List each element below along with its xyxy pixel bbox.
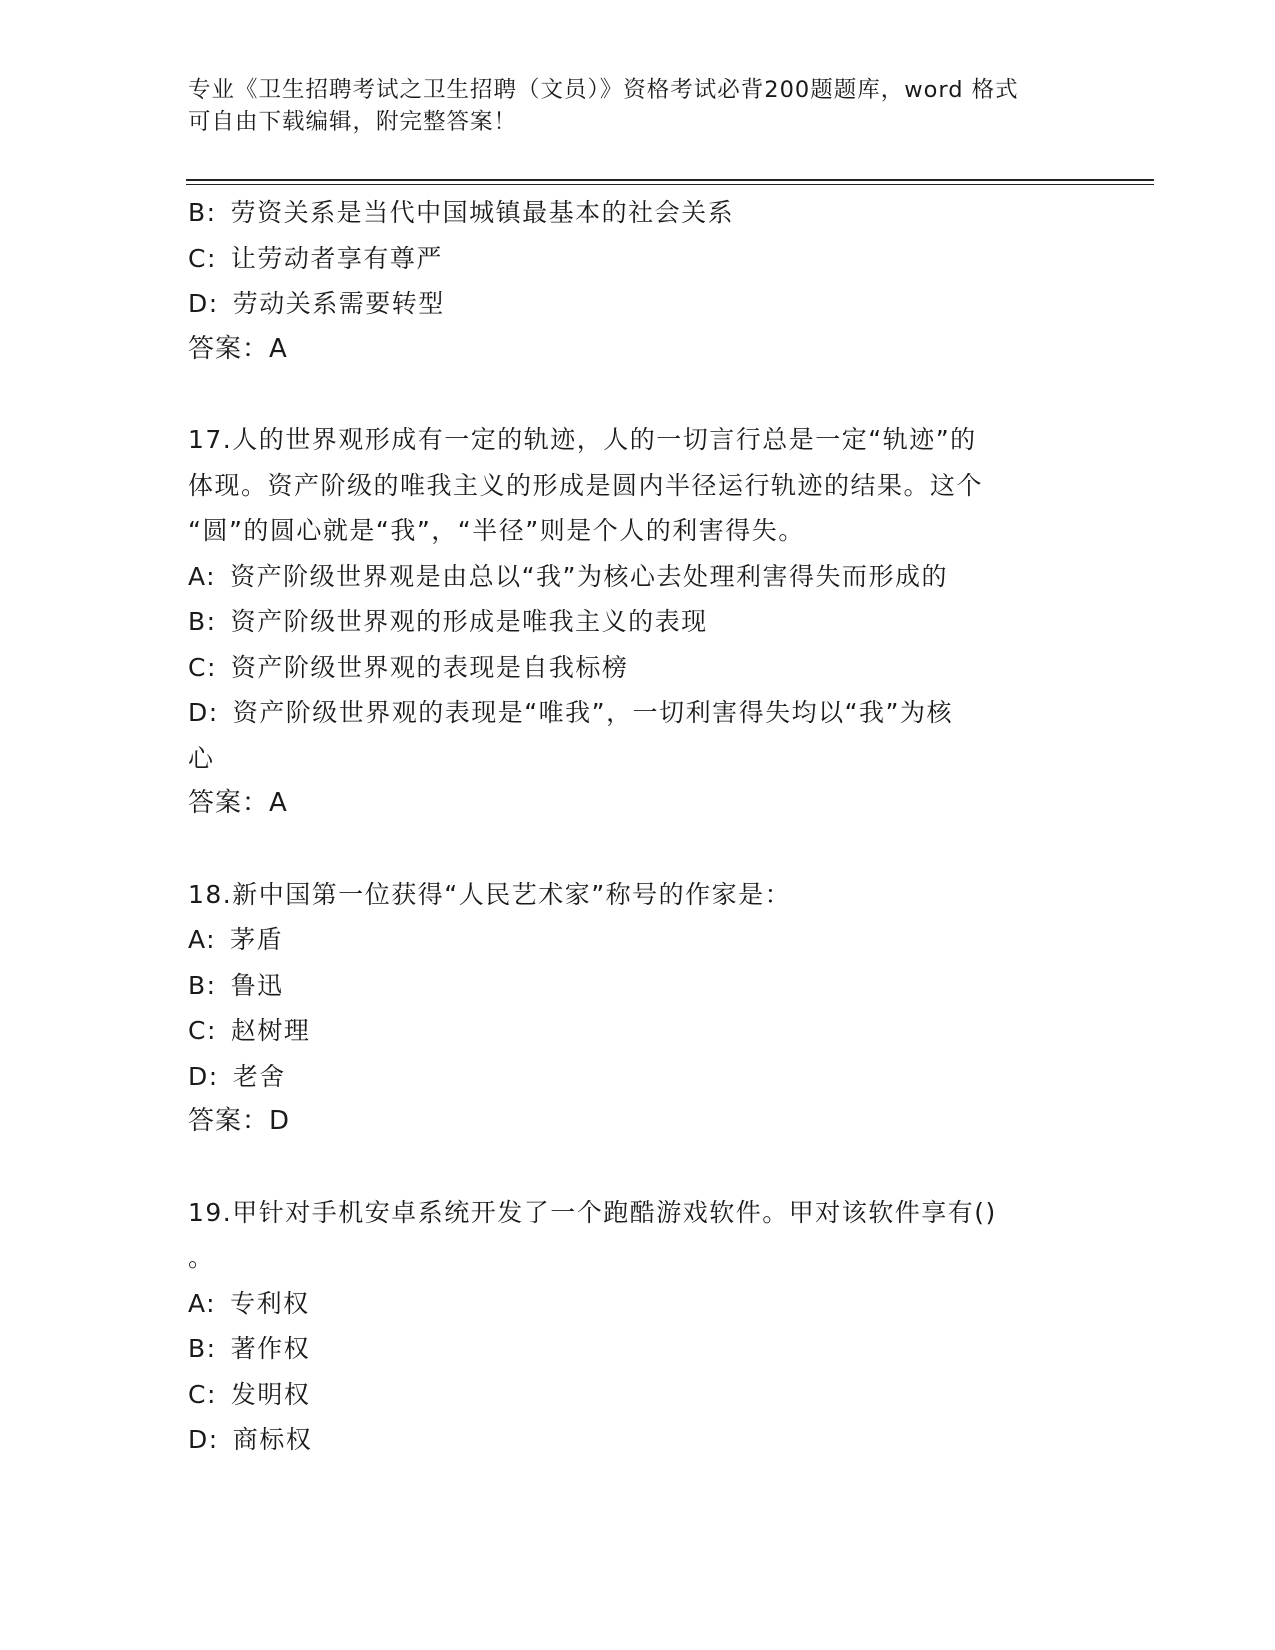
- option-text: 资产阶级世界观的表现是“唯我”，一切利害得失均以“我”为核: [232, 698, 954, 727]
- option-line: [188, 1326, 1078, 1372]
- question-stem-line: “圆”的圆心就是“我”，“半径”则是个人的利害得失。: [188, 516, 805, 545]
- question-stem-line: 体现。资产阶级的唯我主义的形成是圆内半径运行轨迹的结果。这个: [188, 470, 984, 500]
- question-17: [188, 417, 1078, 827]
- question-stem-line: 17.人的世界观形成有一定的轨迹，人的一切言行总是一定“轨迹”的: [188, 425, 977, 454]
- option-line: [188, 1054, 1078, 1100]
- question-19: [188, 1190, 1078, 1463]
- option-letter: B: [188, 1334, 207, 1363]
- option-colon: :: [208, 1061, 219, 1091]
- option-text: 劳动关系需要转型: [232, 289, 445, 318]
- header-rule-thick: [186, 179, 1154, 181]
- option-continuation: 心: [188, 743, 215, 773]
- option-text: 老舍: [232, 1061, 286, 1091]
- option-line: [188, 1372, 1078, 1418]
- option-colon: :: [206, 561, 217, 591]
- header-line-2: 可自由下载编辑，附完整答案！: [188, 109, 518, 135]
- option-line: [188, 1008, 1078, 1054]
- option-colon: :: [206, 1334, 217, 1363]
- option-text: 资产阶级世界观的形成是唯我主义的表现: [230, 607, 708, 636]
- option-text: 劳资关系是当代中国城镇最基本的社会关系: [230, 198, 735, 227]
- option-line: [188, 554, 1078, 600]
- option-letter: C: [188, 1379, 207, 1409]
- question-stem-line: 。: [188, 1243, 215, 1272]
- option-line: [188, 963, 1078, 1009]
- answer-line: 答案：A: [188, 788, 288, 818]
- option-text: 著作权: [230, 1334, 311, 1363]
- option-letter: A: [188, 561, 207, 591]
- answer-line: 答案：D: [188, 1106, 291, 1136]
- document-body: [188, 190, 1078, 1463]
- option-colon: :: [206, 1288, 217, 1318]
- option-letter: B: [188, 970, 207, 1000]
- option-colon: :: [208, 289, 219, 318]
- option-text: 专利权: [230, 1288, 310, 1318]
- answer-line: 答案：A: [188, 333, 288, 364]
- option-letter: B: [188, 607, 207, 636]
- option-colon: :: [208, 1425, 219, 1454]
- option-colon: :: [206, 243, 217, 273]
- option-colon: :: [206, 925, 217, 954]
- option-text: 发明权: [230, 1379, 311, 1409]
- question-16-tail: [188, 190, 1078, 372]
- option-letter: C: [188, 1016, 207, 1045]
- option-colon: :: [206, 1016, 217, 1045]
- option-colon: :: [206, 652, 217, 682]
- option-line: [188, 917, 1078, 963]
- option-letter: C: [188, 243, 207, 273]
- question-stem-line: 18.新中国第一位获得“人民艺术家”称号的作家是：: [188, 879, 792, 909]
- header-line-1: 专业《卫生招聘考试之卫生招聘（文员）》资格考试必背200题题库，word 格式: [188, 77, 1019, 103]
- option-text: 资产阶级世界观是由总以“我”为核心去处理利害得失而形成的: [230, 561, 949, 591]
- option-line: [188, 281, 1078, 327]
- option-letter: A: [188, 925, 207, 954]
- option-letter: B: [188, 198, 207, 227]
- option-line: [188, 645, 1078, 691]
- option-text: 资产阶级世界观的表现是自我标榜: [230, 652, 629, 682]
- option-letter: D: [188, 698, 209, 727]
- option-letter: D: [188, 1061, 209, 1091]
- option-line: [188, 190, 1078, 236]
- option-line: [188, 1417, 1078, 1463]
- option-colon: :: [206, 970, 217, 1000]
- option-text: 茅盾: [230, 925, 284, 954]
- option-line: [188, 1281, 1078, 1327]
- option-line: [188, 599, 1078, 645]
- header-rule-thin: [186, 184, 1154, 185]
- option-letter: A: [188, 1288, 207, 1318]
- option-letter: D: [188, 289, 209, 318]
- option-colon: :: [208, 698, 219, 727]
- option-text: 商标权: [232, 1425, 313, 1454]
- question-stem-line: 19.甲针对手机安卓系统开发了一个跑酷游戏软件。甲对该软件享有(): [188, 1197, 997, 1227]
- option-colon: :: [206, 1379, 217, 1409]
- option-text: 赵树理: [230, 1016, 311, 1045]
- option-letter: D: [188, 1425, 209, 1454]
- option-text: 鲁迅: [230, 970, 284, 1000]
- option-text: 让劳动者享有尊严: [230, 243, 443, 273]
- question-18: [188, 872, 1078, 1145]
- option-colon: :: [206, 198, 217, 227]
- option-line: [188, 690, 1078, 736]
- option-letter: C: [188, 652, 207, 682]
- option-colon: :: [206, 607, 217, 636]
- option-line: [188, 236, 1078, 282]
- page-header: [188, 74, 1068, 138]
